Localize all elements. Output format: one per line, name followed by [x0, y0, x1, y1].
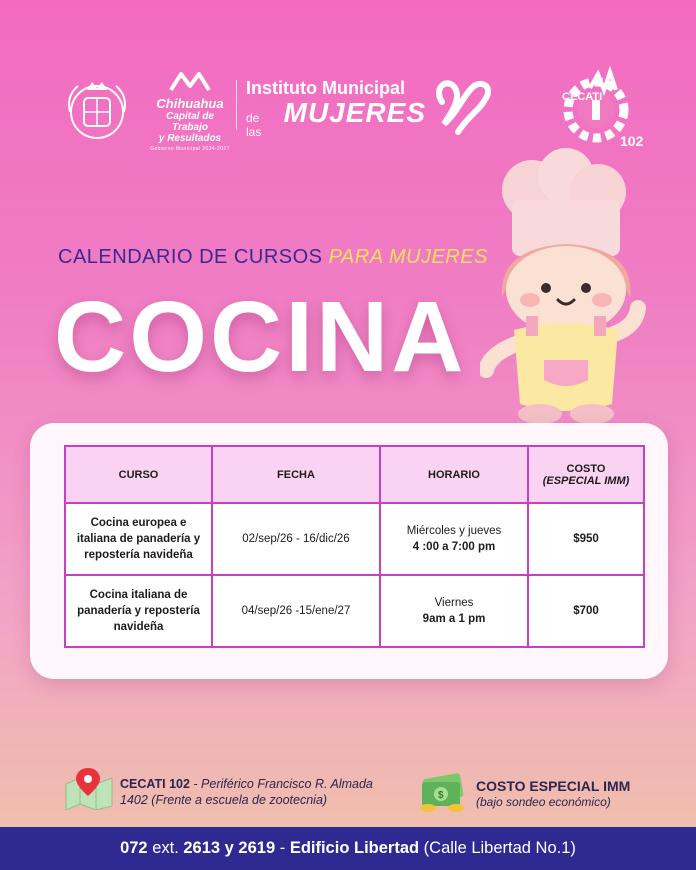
table-header-row: [65, 446, 644, 503]
location-name: CECATI 102: [120, 777, 190, 791]
location-info: [62, 766, 402, 816]
table-row: [65, 503, 644, 575]
schedule-hours: 9am a 1 pm: [422, 613, 486, 625]
table-row: [65, 575, 644, 647]
course-name: Cocina europea e italiana de panadería y repostería navideña: [65, 503, 212, 575]
subtitle-calendar: CALENDARIO DE CURSOS: [58, 246, 323, 268]
chihuahua-admin-line: Gobierno Municipal 2024-2027: [150, 146, 230, 152]
subtitle-for-women: PARA MUJERES: [328, 246, 488, 268]
header-logos: [0, 62, 696, 152]
schedule-days: Miércoles y jueves: [406, 525, 502, 537]
course-cost: $700: [528, 575, 644, 647]
chihuahua-logo: [148, 70, 232, 152]
special-cost-subtitle: (bajo sondeo económico): [476, 795, 611, 809]
imm-logo: [246, 78, 426, 139]
page-title: COCINA: [54, 281, 467, 393]
column-header-date: FECHA: [212, 446, 380, 503]
logo-divider: [236, 80, 237, 130]
money-icon: [418, 770, 468, 814]
chihuahua-seal-icon: [62, 72, 132, 142]
column-header-course: CURSO: [65, 446, 212, 503]
course-calendar-subtitle: [58, 246, 488, 269]
cecati-number: 102: [620, 133, 644, 149]
mountains-icon: [169, 70, 211, 92]
course-schedule: [380, 503, 528, 575]
svg-text:$: $: [438, 790, 444, 801]
chihuahua-subtitle: Capital de Trabajo: [166, 111, 214, 133]
course-cost: $950: [528, 503, 644, 575]
column-header-cost: [528, 446, 644, 503]
course-dates: 04/sep/26 -15/ene/27: [212, 575, 380, 647]
course-dates: 02/sep/26 - 16/dic/26: [212, 503, 380, 575]
special-cost-title: COSTO ESPECIAL IMM: [476, 778, 631, 794]
gear-icon: [552, 66, 648, 150]
imm-mujeres: MUJERES: [283, 97, 426, 128]
courses-card: [30, 423, 668, 679]
chef-character-illustration: [480, 148, 652, 426]
map-pin-icon: [62, 766, 116, 810]
imm-emblem-icon: [428, 72, 496, 138]
location-address: - Periférico Francisco R. Almada: [189, 777, 373, 791]
building-name: Edificio Libertad: [289, 839, 420, 857]
contact-bar: [0, 827, 696, 870]
phone-ext-label: ext.: [147, 839, 184, 857]
location-reference: 1402 (Frente a escuela de zootecnia): [120, 793, 328, 807]
cecati-name: CECATI: [562, 91, 603, 103]
phone-number: 072: [120, 839, 148, 857]
imm-de-las: de las: [246, 111, 262, 139]
location-text: [120, 776, 420, 808]
schedule-hours: 4 :00 a 7:00 pm: [412, 541, 496, 553]
contact-separator: -: [275, 839, 290, 857]
phone-extensions: 2613 y 2619: [183, 839, 276, 857]
building-address: (Calle Libertad No.1): [419, 839, 576, 857]
imm-name: Instituto Municipal: [246, 78, 405, 98]
cost-header-label: COSTO: [566, 462, 606, 475]
cost-header-sub: (ESPECIAL IMM): [542, 474, 630, 487]
courses-table: [64, 445, 645, 648]
chihuahua-name: Chihuahua: [156, 96, 224, 111]
course-name: Cocina italiana de panadería y repostería navideña: [65, 575, 212, 647]
course-schedule: [380, 575, 528, 647]
cecati-logo: [552, 66, 648, 150]
special-cost-info: [418, 770, 668, 816]
schedule-days: Viernes: [434, 597, 474, 609]
column-header-schedule: HORARIO: [380, 446, 528, 503]
chihuahua-subtitle: y Resultados: [158, 133, 222, 144]
